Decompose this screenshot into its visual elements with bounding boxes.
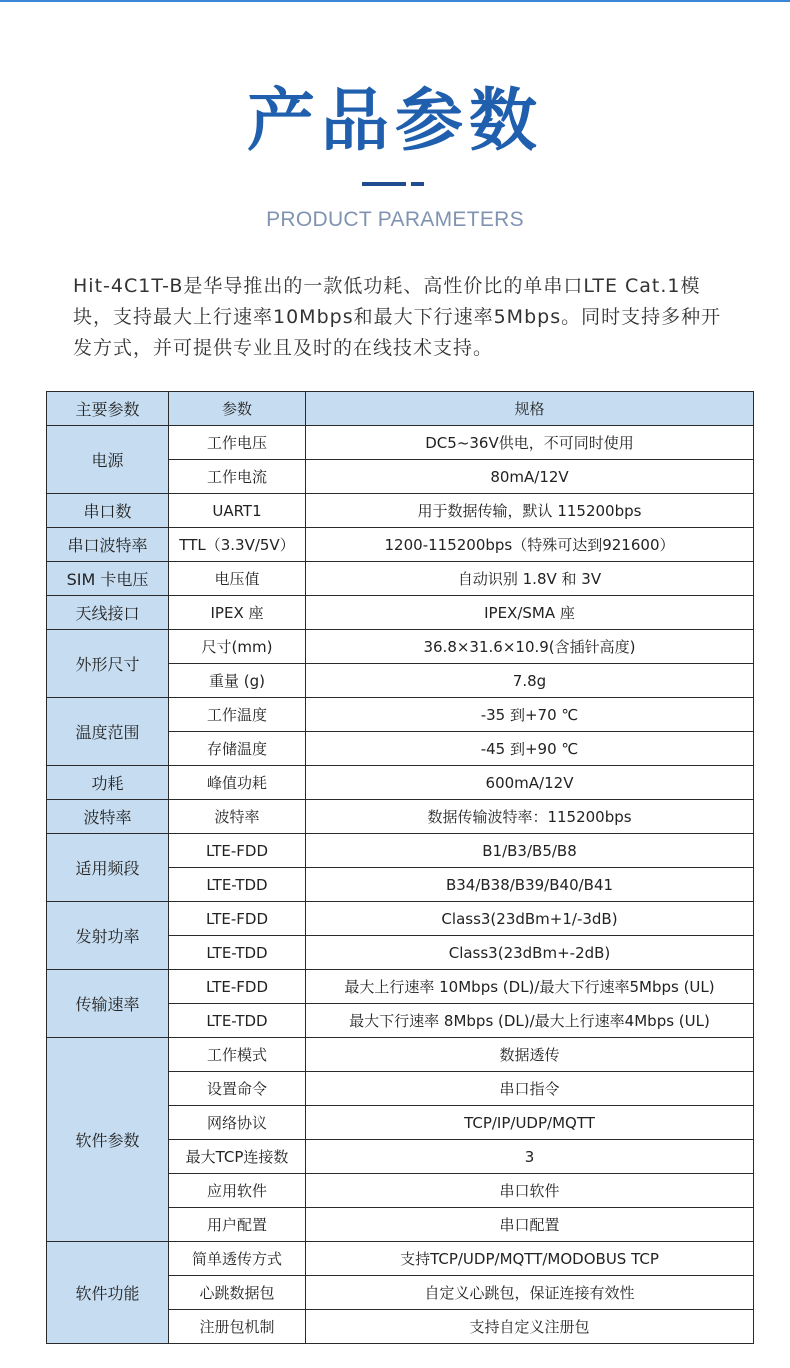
param-cell: LTE-TDD bbox=[169, 936, 306, 970]
table-row bbox=[47, 970, 754, 1004]
param-cell: 网络协议 bbox=[169, 1106, 306, 1140]
spec-cell: 最大下行速率 8Mbps (DL)/最大上行速率4Mbps (UL) bbox=[306, 1004, 754, 1038]
table-row bbox=[47, 1038, 754, 1072]
page-title: 产品参数 bbox=[246, 82, 543, 161]
table-body bbox=[47, 426, 754, 1344]
param-cell: 峰值功耗 bbox=[169, 766, 306, 800]
param-cell: LTE-FDD bbox=[169, 834, 306, 868]
spec-cell: 3 bbox=[306, 1140, 754, 1174]
param-cell: LTE-TDD bbox=[169, 868, 306, 902]
spec-cell: Class3(23dBm+1/-3dB) bbox=[306, 902, 754, 936]
main-param-cell: 传输速率 bbox=[47, 970, 169, 1038]
header-spec: 规格 bbox=[306, 392, 754, 426]
main-param-cell: 软件参数 bbox=[47, 1038, 169, 1242]
spec-cell: 串口指令 bbox=[306, 1072, 754, 1106]
spec-cell: 1200-115200bps（特殊可达到921600） bbox=[306, 528, 754, 562]
param-cell: LTE-FDD bbox=[169, 902, 306, 936]
param-cell: 心跳数据包 bbox=[169, 1276, 306, 1310]
main-param-cell: 天线接口 bbox=[47, 596, 169, 630]
spec-cell: 用于数据传输，默认 115200bps bbox=[306, 494, 754, 528]
header-param: 参数 bbox=[169, 392, 306, 426]
spec-cell: DC5~36V供电，不可同时使用 bbox=[306, 426, 754, 460]
spec-cell: 自定义心跳包，保证连接有效性 bbox=[306, 1276, 754, 1310]
main-param-cell: 电源 bbox=[47, 426, 169, 494]
param-cell: TTL（3.3V/5V） bbox=[169, 528, 306, 562]
spec-cell: 串口配置 bbox=[306, 1208, 754, 1242]
param-cell: LTE-FDD bbox=[169, 970, 306, 1004]
page-subtitle: PRODUCT PARAMETERS bbox=[266, 208, 524, 231]
main-param-cell: 串口波特率 bbox=[47, 528, 169, 562]
table-row bbox=[47, 562, 754, 596]
param-cell: 波特率 bbox=[169, 800, 306, 834]
table-row bbox=[47, 834, 754, 868]
param-cell: 存储温度 bbox=[169, 732, 306, 766]
table-row bbox=[47, 1242, 754, 1276]
table-row bbox=[47, 766, 754, 800]
parameters-table bbox=[46, 391, 754, 1344]
param-cell: IPEX 座 bbox=[169, 596, 306, 630]
spec-cell: 自动识别 1.8V 和 3V bbox=[306, 562, 754, 596]
spec-cell: 80mA/12V bbox=[306, 460, 754, 494]
title-underline-dot bbox=[411, 182, 424, 186]
param-cell: UART1 bbox=[169, 494, 306, 528]
header-main-param: 主要参数 bbox=[47, 392, 169, 426]
param-cell: 最大TCP连接数 bbox=[169, 1140, 306, 1174]
spec-cell: 600mA/12V bbox=[306, 766, 754, 800]
table-row bbox=[47, 528, 754, 562]
table-header-row bbox=[47, 392, 754, 426]
param-cell: 用户配置 bbox=[169, 1208, 306, 1242]
intro-paragraph: Hit-4C1T-B是华导推出的一款低功耗、高性价比的单串口LTE Cat.1模块，支持最大上行速率10Mbps和最大下行速率5Mbps。同时支持多种开发方式，并可提供专业且及时的在线技术支持。 bbox=[73, 275, 722, 359]
spec-cell: B34/B38/B39/B40/B41 bbox=[306, 868, 754, 902]
param-cell: 简单透传方式 bbox=[169, 1242, 306, 1276]
spec-cell: 7.8g bbox=[306, 664, 754, 698]
param-cell: 电压值 bbox=[169, 562, 306, 596]
spec-cell: 数据传输波特率：115200bps bbox=[306, 800, 754, 834]
top-accent-line bbox=[0, 0, 790, 2]
main-param-cell: 软件功能 bbox=[47, 1242, 169, 1344]
param-cell: 工作温度 bbox=[169, 698, 306, 732]
param-cell: 工作电压 bbox=[169, 426, 306, 460]
main-param-cell: 波特率 bbox=[47, 800, 169, 834]
param-cell: 工作模式 bbox=[169, 1038, 306, 1072]
param-cell: 注册包机制 bbox=[169, 1310, 306, 1344]
main-param-cell: 串口数 bbox=[47, 494, 169, 528]
table-row bbox=[47, 494, 754, 528]
main-param-cell: SIM 卡电压 bbox=[47, 562, 169, 596]
param-cell: 应用软件 bbox=[169, 1174, 306, 1208]
param-cell: 重量 (g) bbox=[169, 664, 306, 698]
spec-cell: 支持TCP/UDP/MQTT/MODOBUS TCP bbox=[306, 1242, 754, 1276]
spec-cell: Class3(23dBm+-2dB) bbox=[306, 936, 754, 970]
table-row bbox=[47, 800, 754, 834]
spec-cell: 数据透传 bbox=[306, 1038, 754, 1072]
main-param-cell: 外形尺寸 bbox=[47, 630, 169, 698]
spec-cell: -35 到+70 ℃ bbox=[306, 698, 754, 732]
param-cell: LTE-TDD bbox=[169, 1004, 306, 1038]
spec-cell: -45 到+90 ℃ bbox=[306, 732, 754, 766]
main-param-cell: 功耗 bbox=[47, 766, 169, 800]
main-param-cell: 适用频段 bbox=[47, 834, 169, 902]
table-row bbox=[47, 698, 754, 732]
param-cell: 工作电流 bbox=[169, 460, 306, 494]
spec-cell: 最大上行速率 10Mbps (DL)/最大下行速率5Mbps (UL) bbox=[306, 970, 754, 1004]
table-row bbox=[47, 596, 754, 630]
param-cell: 尺寸(mm) bbox=[169, 630, 306, 664]
param-cell: 设置命令 bbox=[169, 1072, 306, 1106]
table-row bbox=[47, 630, 754, 664]
spec-cell: IPEX/SMA 座 bbox=[306, 596, 754, 630]
spec-cell: 支持自定义注册包 bbox=[306, 1310, 754, 1344]
table-row bbox=[47, 902, 754, 936]
title-underline bbox=[362, 182, 406, 186]
main-param-cell: 温度范围 bbox=[47, 698, 169, 766]
spec-cell: B1/B3/B5/B8 bbox=[306, 834, 754, 868]
spec-cell: 串口软件 bbox=[306, 1174, 754, 1208]
spec-cell: TCP/IP/UDP/MQTT bbox=[306, 1106, 754, 1140]
spec-cell: 36.8×31.6×10.9(含插针高度) bbox=[306, 630, 754, 664]
main-param-cell: 发射功率 bbox=[47, 902, 169, 970]
table-row bbox=[47, 426, 754, 460]
